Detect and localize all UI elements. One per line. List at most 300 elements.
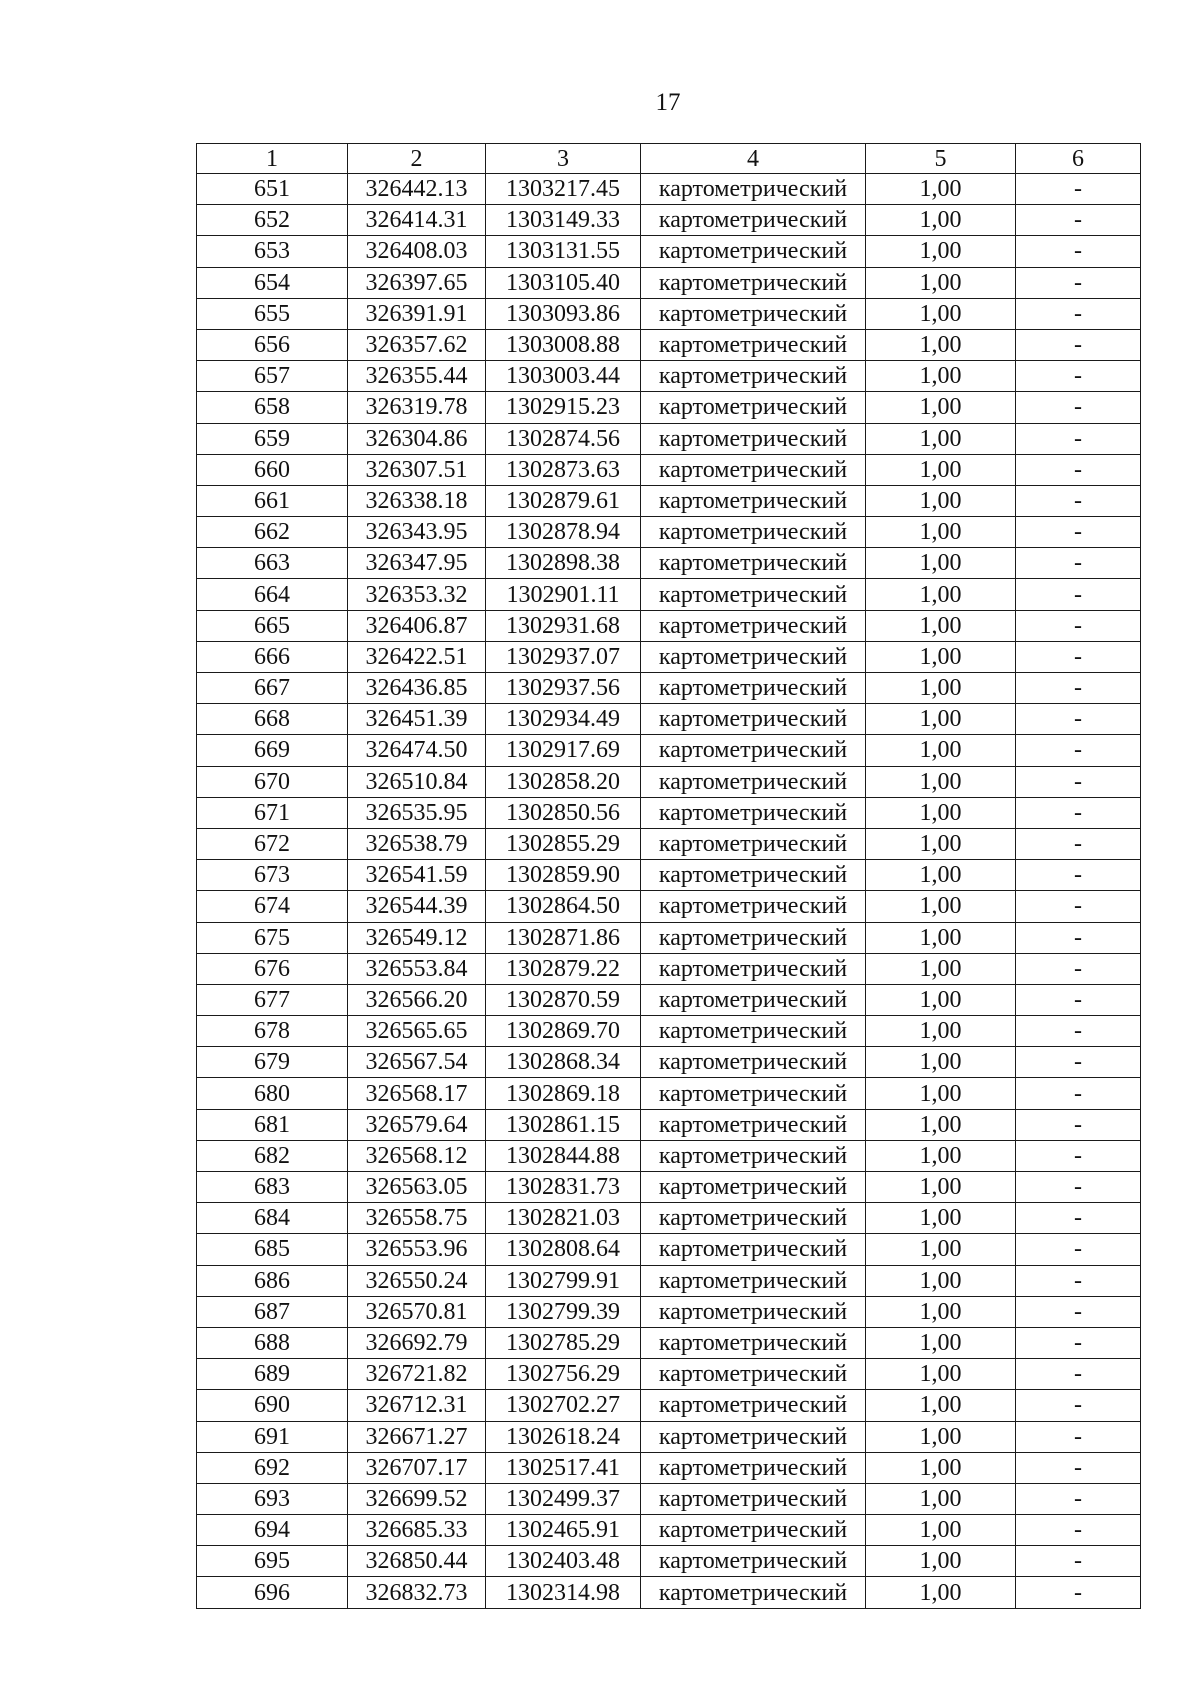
method-cell: картометрический — [641, 766, 866, 797]
method-cell: картометрический — [641, 1483, 866, 1514]
point-number-cell: 672 — [197, 828, 348, 859]
y-coordinate-cell: 1303093.86 — [486, 298, 641, 329]
note-cell: - — [1016, 1016, 1141, 1047]
x-coordinate-cell: 326436.85 — [348, 673, 486, 704]
y-coordinate-cell: 1302931.68 — [486, 610, 641, 641]
y-coordinate-cell: 1302855.29 — [486, 828, 641, 859]
table-row — [197, 1359, 1141, 1390]
method-cell: картометрический — [641, 392, 866, 423]
y-coordinate-cell: 1302868.34 — [486, 1047, 641, 1078]
table-row — [197, 267, 1141, 298]
y-coordinate-cell: 1303008.88 — [486, 329, 641, 360]
note-cell: - — [1016, 1047, 1141, 1078]
method-cell: картометрический — [641, 1546, 866, 1577]
accuracy-cell: 1,00 — [866, 205, 1016, 236]
table-row — [197, 1515, 1141, 1546]
x-coordinate-cell: 326570.81 — [348, 1296, 486, 1327]
table-row — [197, 673, 1141, 704]
x-coordinate-cell: 326451.39 — [348, 704, 486, 735]
note-cell: - — [1016, 1577, 1141, 1608]
y-coordinate-cell: 1302799.91 — [486, 1265, 641, 1296]
x-coordinate-cell: 326544.39 — [348, 891, 486, 922]
x-coordinate-cell: 326535.95 — [348, 797, 486, 828]
method-cell: картометрический — [641, 517, 866, 548]
x-coordinate-cell: 326414.31 — [348, 205, 486, 236]
table-body — [197, 174, 1141, 1609]
note-cell: - — [1016, 1390, 1141, 1421]
point-number-cell: 670 — [197, 766, 348, 797]
table-row — [197, 1203, 1141, 1234]
y-coordinate-cell: 1302878.94 — [486, 517, 641, 548]
note-cell: - — [1016, 423, 1141, 454]
accuracy-cell: 1,00 — [866, 1140, 1016, 1171]
table-row — [197, 423, 1141, 454]
method-cell: картометрический — [641, 1452, 866, 1483]
method-cell: картометрический — [641, 1296, 866, 1327]
x-coordinate-cell: 326832.73 — [348, 1577, 486, 1608]
y-coordinate-cell: 1302934.49 — [486, 704, 641, 735]
x-coordinate-cell: 326549.12 — [348, 922, 486, 953]
note-cell: - — [1016, 1265, 1141, 1296]
accuracy-cell: 1,00 — [866, 1577, 1016, 1608]
note-cell: - — [1016, 1327, 1141, 1358]
method-cell: картометрический — [641, 860, 866, 891]
method-cell: картометрический — [641, 1078, 866, 1109]
point-number-cell: 674 — [197, 891, 348, 922]
y-coordinate-cell: 1302403.48 — [486, 1546, 641, 1577]
table-row — [197, 1577, 1141, 1608]
table-row — [197, 641, 1141, 672]
method-cell: картометрический — [641, 797, 866, 828]
accuracy-cell: 1,00 — [866, 797, 1016, 828]
note-cell: - — [1016, 267, 1141, 298]
point-number-cell: 684 — [197, 1203, 348, 1234]
point-number-cell: 687 — [197, 1296, 348, 1327]
x-coordinate-cell: 326304.86 — [348, 423, 486, 454]
accuracy-cell: 1,00 — [866, 485, 1016, 516]
accuracy-cell: 1,00 — [866, 922, 1016, 953]
method-cell: картометрический — [641, 735, 866, 766]
y-coordinate-cell: 1302937.56 — [486, 673, 641, 704]
note-cell: - — [1016, 1296, 1141, 1327]
table-row — [197, 205, 1141, 236]
x-coordinate-cell: 326553.84 — [348, 953, 486, 984]
point-number-cell: 671 — [197, 797, 348, 828]
table-row — [197, 735, 1141, 766]
point-number-cell: 680 — [197, 1078, 348, 1109]
note-cell: - — [1016, 1172, 1141, 1203]
point-number-cell: 654 — [197, 267, 348, 298]
accuracy-cell: 1,00 — [866, 1234, 1016, 1265]
x-coordinate-cell: 326338.18 — [348, 485, 486, 516]
note-cell: - — [1016, 1515, 1141, 1546]
method-cell: картометрический — [641, 267, 866, 298]
point-number-cell: 694 — [197, 1515, 348, 1546]
table-row — [197, 953, 1141, 984]
method-cell: картометрический — [641, 1109, 866, 1140]
point-number-cell: 666 — [197, 641, 348, 672]
note-cell: - — [1016, 205, 1141, 236]
x-coordinate-cell: 326319.78 — [348, 392, 486, 423]
point-number-cell: 660 — [197, 454, 348, 485]
note-cell: - — [1016, 174, 1141, 205]
accuracy-cell: 1,00 — [866, 517, 1016, 548]
method-cell: картометрический — [641, 1234, 866, 1265]
note-cell: - — [1016, 735, 1141, 766]
table-row — [197, 1016, 1141, 1047]
x-coordinate-cell: 326397.65 — [348, 267, 486, 298]
method-cell: картометрический — [641, 704, 866, 735]
table-row — [197, 797, 1141, 828]
table-row — [197, 1296, 1141, 1327]
accuracy-cell: 1,00 — [866, 298, 1016, 329]
x-coordinate-cell: 326408.03 — [348, 236, 486, 267]
point-number-cell: 696 — [197, 1577, 348, 1608]
note-cell: - — [1016, 1109, 1141, 1140]
y-coordinate-cell: 1302874.56 — [486, 423, 641, 454]
x-coordinate-cell: 326391.91 — [348, 298, 486, 329]
note-cell: - — [1016, 673, 1141, 704]
method-cell: картометрический — [641, 1203, 866, 1234]
note-cell: - — [1016, 953, 1141, 984]
y-coordinate-cell: 1302858.20 — [486, 766, 641, 797]
method-cell: картометрический — [641, 1421, 866, 1452]
y-coordinate-cell: 1302879.22 — [486, 953, 641, 984]
method-cell: картометрический — [641, 1140, 866, 1171]
y-coordinate-cell: 1302898.38 — [486, 548, 641, 579]
method-cell: картометрический — [641, 579, 866, 610]
note-cell: - — [1016, 1078, 1141, 1109]
table-row — [197, 329, 1141, 360]
point-number-cell: 686 — [197, 1265, 348, 1296]
accuracy-cell: 1,00 — [866, 860, 1016, 891]
accuracy-cell: 1,00 — [866, 828, 1016, 859]
method-cell: картометрический — [641, 361, 866, 392]
point-number-cell: 677 — [197, 984, 348, 1015]
point-number-cell: 678 — [197, 1016, 348, 1047]
y-coordinate-cell: 1302901.11 — [486, 579, 641, 610]
method-cell: картометрический — [641, 1577, 866, 1608]
accuracy-cell: 1,00 — [866, 1203, 1016, 1234]
note-cell: - — [1016, 1546, 1141, 1577]
y-coordinate-cell: 1302937.07 — [486, 641, 641, 672]
method-cell: картометрический — [641, 1359, 866, 1390]
table-row — [197, 704, 1141, 735]
point-number-cell: 675 — [197, 922, 348, 953]
x-coordinate-cell: 326355.44 — [348, 361, 486, 392]
accuracy-cell: 1,00 — [866, 1546, 1016, 1577]
accuracy-cell: 1,00 — [866, 1327, 1016, 1358]
x-coordinate-cell: 326563.05 — [348, 1172, 486, 1203]
note-cell: - — [1016, 485, 1141, 516]
method-cell: картометрический — [641, 236, 866, 267]
accuracy-cell: 1,00 — [866, 891, 1016, 922]
table-row — [197, 1109, 1141, 1140]
table-row — [197, 860, 1141, 891]
y-coordinate-cell: 1302702.27 — [486, 1390, 641, 1421]
note-cell: - — [1016, 361, 1141, 392]
y-coordinate-cell: 1302465.91 — [486, 1515, 641, 1546]
note-cell: - — [1016, 860, 1141, 891]
note-cell: - — [1016, 891, 1141, 922]
accuracy-cell: 1,00 — [866, 236, 1016, 267]
header-row — [197, 144, 1141, 174]
note-cell: - — [1016, 984, 1141, 1015]
table-row — [197, 1483, 1141, 1514]
y-coordinate-cell: 1302756.29 — [486, 1359, 641, 1390]
y-coordinate-cell: 1302879.61 — [486, 485, 641, 516]
method-cell: картометрический — [641, 1016, 866, 1047]
method-cell: картометрический — [641, 1515, 866, 1546]
table-row — [197, 298, 1141, 329]
point-number-cell: 659 — [197, 423, 348, 454]
method-cell: картометрический — [641, 298, 866, 329]
y-coordinate-cell: 1302871.86 — [486, 922, 641, 953]
table-row — [197, 1546, 1141, 1577]
note-cell: - — [1016, 1140, 1141, 1171]
point-number-cell: 661 — [197, 485, 348, 516]
note-cell: - — [1016, 922, 1141, 953]
x-coordinate-cell: 326538.79 — [348, 828, 486, 859]
y-coordinate-cell: 1302785.29 — [486, 1327, 641, 1358]
x-coordinate-cell: 326307.51 — [348, 454, 486, 485]
point-number-cell: 692 — [197, 1452, 348, 1483]
table-row — [197, 1234, 1141, 1265]
accuracy-cell: 1,00 — [866, 267, 1016, 298]
note-cell: - — [1016, 329, 1141, 360]
method-cell: картометрический — [641, 548, 866, 579]
x-coordinate-cell: 326550.24 — [348, 1265, 486, 1296]
note-cell: - — [1016, 579, 1141, 610]
table-row — [197, 1327, 1141, 1358]
accuracy-cell: 1,00 — [866, 1296, 1016, 1327]
method-cell: картометрический — [641, 1265, 866, 1296]
method-cell: картометрический — [641, 953, 866, 984]
note-cell: - — [1016, 828, 1141, 859]
x-coordinate-cell: 326406.87 — [348, 610, 486, 641]
accuracy-cell: 1,00 — [866, 1109, 1016, 1140]
point-number-cell: 663 — [197, 548, 348, 579]
y-coordinate-cell: 1303149.33 — [486, 205, 641, 236]
table-row — [197, 579, 1141, 610]
note-cell: - — [1016, 610, 1141, 641]
table-row — [197, 1140, 1141, 1171]
method-cell: картометрический — [641, 984, 866, 1015]
x-coordinate-cell: 326707.17 — [348, 1452, 486, 1483]
y-coordinate-cell: 1302915.23 — [486, 392, 641, 423]
point-number-cell: 662 — [197, 517, 348, 548]
note-cell: - — [1016, 1203, 1141, 1234]
accuracy-cell: 1,00 — [866, 1359, 1016, 1390]
point-number-cell: 676 — [197, 953, 348, 984]
table-row — [197, 1047, 1141, 1078]
accuracy-cell: 1,00 — [866, 579, 1016, 610]
table-row — [197, 454, 1141, 485]
point-number-cell: 665 — [197, 610, 348, 641]
x-coordinate-cell: 326353.32 — [348, 579, 486, 610]
x-coordinate-cell: 326579.64 — [348, 1109, 486, 1140]
point-number-cell: 656 — [197, 329, 348, 360]
x-coordinate-cell: 326422.51 — [348, 641, 486, 672]
note-cell: - — [1016, 766, 1141, 797]
accuracy-cell: 1,00 — [866, 1016, 1016, 1047]
point-number-cell: 682 — [197, 1140, 348, 1171]
x-coordinate-cell: 326721.82 — [348, 1359, 486, 1390]
accuracy-cell: 1,00 — [866, 361, 1016, 392]
note-cell: - — [1016, 641, 1141, 672]
column-header: 1 — [197, 144, 348, 174]
y-coordinate-cell: 1302870.59 — [486, 984, 641, 1015]
y-coordinate-cell: 1302869.18 — [486, 1078, 641, 1109]
coordinates-table — [196, 143, 1141, 1609]
note-cell: - — [1016, 392, 1141, 423]
table-row — [197, 1390, 1141, 1421]
method-cell: картометрический — [641, 673, 866, 704]
accuracy-cell: 1,00 — [866, 1452, 1016, 1483]
y-coordinate-cell: 1302859.90 — [486, 860, 641, 891]
table-row — [197, 517, 1141, 548]
y-coordinate-cell: 1302517.41 — [486, 1452, 641, 1483]
table-row — [197, 1172, 1141, 1203]
point-number-cell: 683 — [197, 1172, 348, 1203]
x-coordinate-cell: 326567.54 — [348, 1047, 486, 1078]
note-cell: - — [1016, 797, 1141, 828]
note-cell: - — [1016, 1452, 1141, 1483]
point-number-cell: 695 — [197, 1546, 348, 1577]
x-coordinate-cell: 326510.84 — [348, 766, 486, 797]
point-number-cell: 681 — [197, 1109, 348, 1140]
note-cell: - — [1016, 704, 1141, 735]
point-number-cell: 651 — [197, 174, 348, 205]
column-header: 4 — [641, 144, 866, 174]
method-cell: картометрический — [641, 891, 866, 922]
method-cell: картометрический — [641, 485, 866, 516]
x-coordinate-cell: 326568.17 — [348, 1078, 486, 1109]
table-row — [197, 1452, 1141, 1483]
y-coordinate-cell: 1302864.50 — [486, 891, 641, 922]
table-row — [197, 236, 1141, 267]
table-row — [197, 891, 1141, 922]
method-cell: картометрический — [641, 922, 866, 953]
table-row — [197, 984, 1141, 1015]
x-coordinate-cell: 326474.50 — [348, 735, 486, 766]
column-header: 5 — [866, 144, 1016, 174]
accuracy-cell: 1,00 — [866, 735, 1016, 766]
accuracy-cell: 1,00 — [866, 1172, 1016, 1203]
method-cell: картометрический — [641, 1172, 866, 1203]
point-number-cell: 653 — [197, 236, 348, 267]
table-row — [197, 485, 1141, 516]
table-row — [197, 828, 1141, 859]
table-row — [197, 1078, 1141, 1109]
y-coordinate-cell: 1302831.73 — [486, 1172, 641, 1203]
accuracy-cell: 1,00 — [866, 610, 1016, 641]
x-coordinate-cell: 326685.33 — [348, 1515, 486, 1546]
method-cell: картометрический — [641, 329, 866, 360]
accuracy-cell: 1,00 — [866, 1265, 1016, 1296]
y-coordinate-cell: 1303131.55 — [486, 236, 641, 267]
x-coordinate-cell: 326347.95 — [348, 548, 486, 579]
y-coordinate-cell: 1302499.37 — [486, 1483, 641, 1514]
x-coordinate-cell: 326565.65 — [348, 1016, 486, 1047]
method-cell: картометрический — [641, 174, 866, 205]
table-row — [197, 174, 1141, 205]
point-number-cell: 673 — [197, 860, 348, 891]
point-number-cell: 690 — [197, 1390, 348, 1421]
y-coordinate-cell: 1302917.69 — [486, 735, 641, 766]
y-coordinate-cell: 1303003.44 — [486, 361, 641, 392]
method-cell: картометрический — [641, 641, 866, 672]
x-coordinate-cell: 326357.62 — [348, 329, 486, 360]
note-cell: - — [1016, 1421, 1141, 1452]
x-coordinate-cell: 326568.12 — [348, 1140, 486, 1171]
y-coordinate-cell: 1302314.98 — [486, 1577, 641, 1608]
accuracy-cell: 1,00 — [866, 1047, 1016, 1078]
point-number-cell: 685 — [197, 1234, 348, 1265]
accuracy-cell: 1,00 — [866, 392, 1016, 423]
page-number: 17 — [655, 89, 681, 116]
accuracy-cell: 1,00 — [866, 673, 1016, 704]
note-cell: - — [1016, 236, 1141, 267]
column-header: 2 — [348, 144, 486, 174]
point-number-cell: 689 — [197, 1359, 348, 1390]
point-number-cell: 693 — [197, 1483, 348, 1514]
point-number-cell: 657 — [197, 361, 348, 392]
y-coordinate-cell: 1303217.45 — [486, 174, 641, 205]
y-coordinate-cell: 1302808.64 — [486, 1234, 641, 1265]
y-coordinate-cell: 1302850.56 — [486, 797, 641, 828]
accuracy-cell: 1,00 — [866, 329, 1016, 360]
note-cell: - — [1016, 548, 1141, 579]
table-row — [197, 766, 1141, 797]
method-cell: картометрический — [641, 610, 866, 641]
note-cell: - — [1016, 1359, 1141, 1390]
point-number-cell: 668 — [197, 704, 348, 735]
column-header: 3 — [486, 144, 641, 174]
accuracy-cell: 1,00 — [866, 454, 1016, 485]
note-cell: - — [1016, 1483, 1141, 1514]
x-coordinate-cell: 326541.59 — [348, 860, 486, 891]
note-cell: - — [1016, 454, 1141, 485]
note-cell: - — [1016, 298, 1141, 329]
method-cell: картометрический — [641, 205, 866, 236]
point-number-cell: 691 — [197, 1421, 348, 1452]
point-number-cell: 667 — [197, 673, 348, 704]
x-coordinate-cell: 326671.27 — [348, 1421, 486, 1452]
accuracy-cell: 1,00 — [866, 174, 1016, 205]
x-coordinate-cell: 326566.20 — [348, 984, 486, 1015]
point-number-cell: 669 — [197, 735, 348, 766]
accuracy-cell: 1,00 — [866, 423, 1016, 454]
accuracy-cell: 1,00 — [866, 1078, 1016, 1109]
table-row — [197, 610, 1141, 641]
accuracy-cell: 1,00 — [866, 1390, 1016, 1421]
accuracy-cell: 1,00 — [866, 984, 1016, 1015]
method-cell: картометрический — [641, 1047, 866, 1078]
table-row — [197, 392, 1141, 423]
accuracy-cell: 1,00 — [866, 641, 1016, 672]
x-coordinate-cell: 326850.44 — [348, 1546, 486, 1577]
point-number-cell: 652 — [197, 205, 348, 236]
y-coordinate-cell: 1302844.88 — [486, 1140, 641, 1171]
table-row — [197, 361, 1141, 392]
table-row — [197, 1265, 1141, 1296]
x-coordinate-cell: 326699.52 — [348, 1483, 486, 1514]
accuracy-cell: 1,00 — [866, 953, 1016, 984]
point-number-cell: 655 — [197, 298, 348, 329]
method-cell: картометрический — [641, 1390, 866, 1421]
y-coordinate-cell: 1302821.03 — [486, 1203, 641, 1234]
